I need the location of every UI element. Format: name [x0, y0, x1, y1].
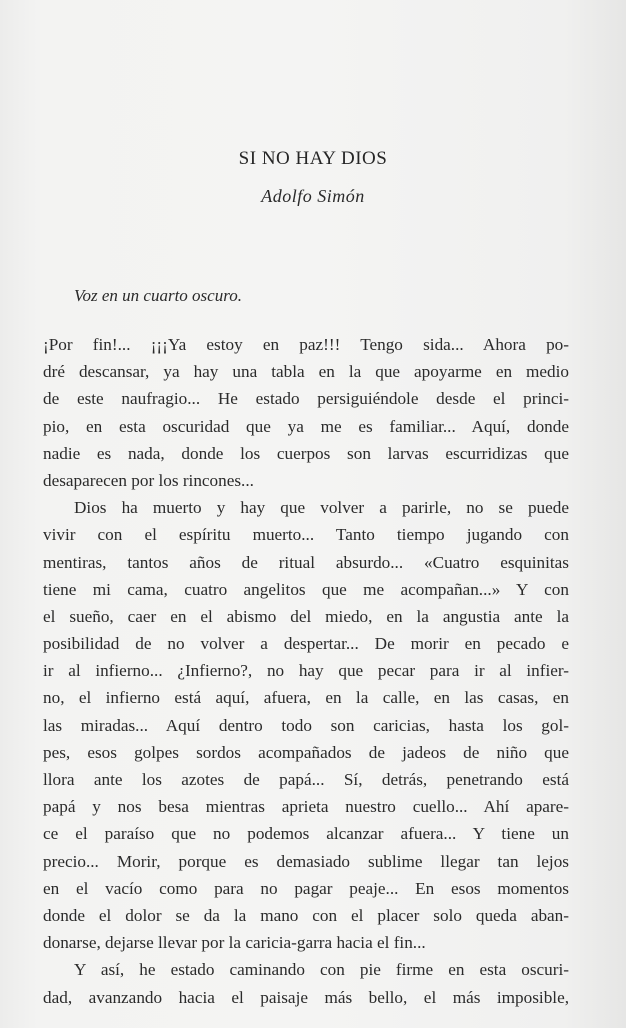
text-line: las miradas... Aquí dentro todo son caricias, hasta los gol-	[43, 715, 569, 735]
text-line: Dios ha muerto y hay que volver a parirle, no se puede	[74, 498, 569, 518]
text-line: posibilidad de no volver a despertar... De morir en pecado e	[43, 634, 569, 654]
text-line: precio... Morir, porque es demasiado sublime llegar tan lejos	[43, 851, 569, 871]
text-line: Y así, he estado caminando con pie firme en esta oscuri-	[74, 960, 569, 980]
text-line: pes, esos golpes sordos acompañados de jadeos de niño que	[43, 742, 569, 762]
text-line: de este naufragio... He estado persiguiéndole desde el princi-	[43, 389, 569, 409]
text-line: nadie es nada, donde los cuerpos son larvas escurridizas que	[43, 443, 569, 463]
text-line: donarse, dejarse llevar por la caricia-garra hacia el fin...	[43, 933, 426, 953]
body-text	[43, 331, 569, 1011]
text-line: tiene mi cama, cuatro angelitos que me acompañan...» Y con	[43, 579, 569, 599]
text-line: desaparecen por los rincones...	[43, 470, 254, 490]
chapter-title: SI NO HAY DIOS	[238, 148, 388, 169]
text-line: llora ante los azotes de papá... Sí, detrás, penetrando está	[43, 770, 569, 789]
text-line: papá y nos besa mientras aprieta nuestro cuello... Ahí apare-	[43, 797, 569, 817]
author-name: Adolfo Simón	[261, 186, 365, 206]
text-line: mentiras, tantos años de ritual absurdo... «Cuatro esquinitas	[43, 552, 569, 572]
text-line: en el vacío como para no pagar peaje... En esos momentos	[43, 878, 569, 898]
text-line: pio, en esta oscuridad que ya me es familiar... Aquí, donde	[43, 416, 569, 436]
text-line: donde el dolor se da la mano con el placer solo queda aban-	[43, 905, 569, 925]
stage-direction: Voz en un cuarto oscuro.	[74, 286, 242, 305]
text-line: ce el paraíso que no podemos alcanzar afuera... Y tiene un	[43, 824, 569, 844]
text-line: no, el infierno está aquí, afuera, en la calle, en las casas, en	[43, 688, 569, 708]
text-line: dré descansar, ya hay una tabla en la que apoyarme en medio	[43, 362, 569, 382]
text-line: ¡Por fin!... ¡¡¡Ya estoy en paz!!! Tengo sida... Ahora po-	[43, 335, 569, 354]
text-line: dad, avanzando hacia el paisaje más bello, el más imposible,	[43, 987, 569, 1007]
text-line: vivir con el espíritu muerto... Tanto tiempo jugando con	[43, 525, 569, 545]
text-line: ir al infierno... ¿Infierno?, no hay que pecar para ir al infier-	[43, 661, 569, 681]
text-line: el sueño, caer en el abismo del miedo, en la angustia ante la	[43, 606, 569, 626]
